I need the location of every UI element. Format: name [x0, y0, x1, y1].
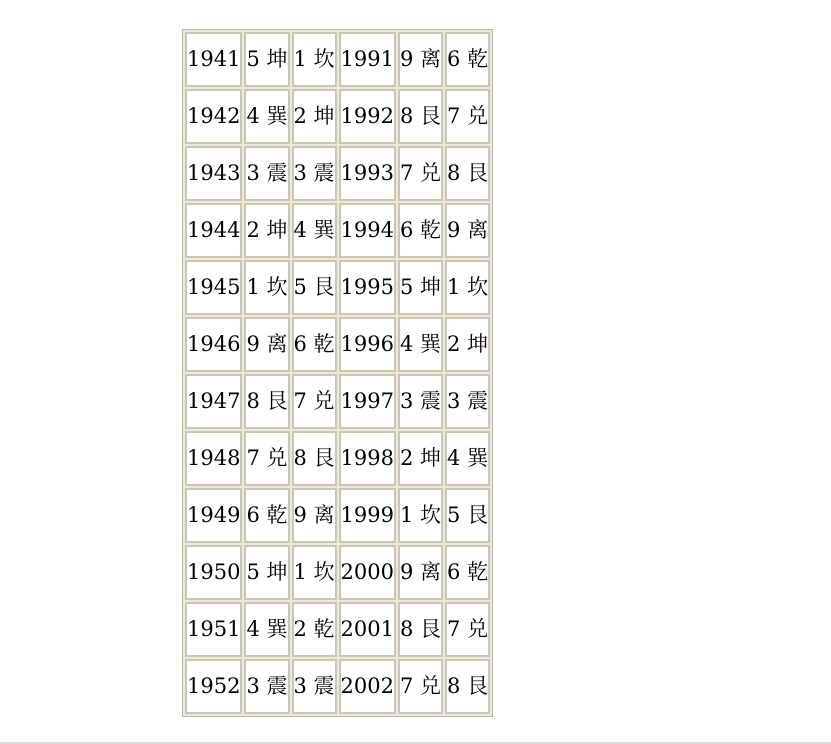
year-cell: 1949 [185, 488, 242, 543]
year-cell: 1950 [185, 545, 242, 600]
table-row [185, 488, 490, 543]
gua-cell: 2 乾 [292, 602, 337, 657]
gua-cell: 2 坤 [445, 317, 490, 372]
year-cell: 1941 [185, 32, 242, 87]
year-cell: 1997 [339, 374, 396, 429]
gua-cell: 2 坤 [292, 89, 337, 144]
year-cell: 1998 [339, 431, 396, 486]
gua-cell: 6 乾 [445, 545, 490, 600]
gua-cell: 8 艮 [398, 89, 443, 144]
gua-cell: 1 坎 [244, 260, 289, 315]
gua-cell: 5 艮 [445, 488, 490, 543]
year-cell: 1942 [185, 89, 242, 144]
gua-cell: 4 巽 [445, 431, 490, 486]
gua-cell: 9 离 [398, 545, 443, 600]
gua-cell: 8 艮 [398, 602, 443, 657]
year-cell: 1944 [185, 203, 242, 258]
year-cell: 1945 [185, 260, 242, 315]
year-cell: 1996 [339, 317, 396, 372]
year-cell: 1952 [185, 659, 242, 714]
gua-cell: 8 艮 [292, 431, 337, 486]
year-cell: 1999 [339, 488, 396, 543]
gua-cell: 3 震 [445, 374, 490, 429]
gua-cell: 3 震 [244, 146, 289, 201]
table-row [185, 89, 490, 144]
year-cell: 1991 [339, 32, 396, 87]
gua-cell: 3 震 [292, 146, 337, 201]
gua-cell: 3 震 [292, 659, 337, 714]
gua-cell: 4 巽 [398, 317, 443, 372]
year-cell: 2002 [339, 659, 396, 714]
gua-cell: 3 震 [398, 374, 443, 429]
gua-cell: 2 坤 [398, 431, 443, 486]
gua-cell: 9 离 [292, 488, 337, 543]
year-cell: 1995 [339, 260, 396, 315]
gua-cell: 6 乾 [445, 32, 490, 87]
year-cell: 1994 [339, 203, 396, 258]
gua-cell: 5 坤 [244, 545, 289, 600]
table-row [185, 659, 490, 714]
table-row [185, 32, 490, 87]
gua-cell: 6 乾 [398, 203, 443, 258]
gua-cell: 5 坤 [398, 260, 443, 315]
gua-cell: 7 兑 [398, 146, 443, 201]
gua-cell: 9 离 [244, 317, 289, 372]
gua-cell: 6 乾 [244, 488, 289, 543]
year-cell: 2001 [339, 602, 396, 657]
gua-cell: 3 震 [244, 659, 289, 714]
table-row [185, 146, 490, 201]
gua-cell: 4 巽 [244, 89, 289, 144]
gua-cell: 4 巽 [292, 203, 337, 258]
gua-cell: 6 乾 [292, 317, 337, 372]
gua-cell: 1 坎 [398, 488, 443, 543]
year-cell: 1951 [185, 602, 242, 657]
gua-cell: 7 兑 [398, 659, 443, 714]
table-row [185, 203, 490, 258]
table-row [185, 260, 490, 315]
gua-cell: 5 坤 [244, 32, 289, 87]
gua-cell: 1 坎 [292, 32, 337, 87]
year-cell: 1948 [185, 431, 242, 486]
gua-cell: 5 艮 [292, 260, 337, 315]
gua-cell: 7 兑 [244, 431, 289, 486]
year-cell: 1947 [185, 374, 242, 429]
year-cell: 1943 [185, 146, 242, 201]
year-cell: 1946 [185, 317, 242, 372]
gua-cell: 1 坎 [445, 260, 490, 315]
table-row [185, 374, 490, 429]
table-row [185, 602, 490, 657]
year-cell: 2000 [339, 545, 396, 600]
gua-cell: 7 兑 [292, 374, 337, 429]
year-gua-table [182, 29, 493, 717]
year-cell: 1993 [339, 146, 396, 201]
gua-cell: 2 坤 [244, 203, 289, 258]
gua-cell: 8 艮 [244, 374, 289, 429]
table-body [185, 32, 490, 714]
gua-cell: 8 艮 [445, 659, 490, 714]
gua-cell: 8 艮 [445, 146, 490, 201]
gua-cell: 1 坎 [292, 545, 337, 600]
table-row [185, 317, 490, 372]
table-row [185, 545, 490, 600]
table-row [185, 431, 490, 486]
gua-cell: 4 巽 [244, 602, 289, 657]
year-cell: 1992 [339, 89, 396, 144]
gua-cell: 7 兑 [445, 89, 490, 144]
gua-cell: 7 兑 [445, 602, 490, 657]
gua-cell: 9 离 [398, 32, 443, 87]
gua-cell: 9 离 [445, 203, 490, 258]
